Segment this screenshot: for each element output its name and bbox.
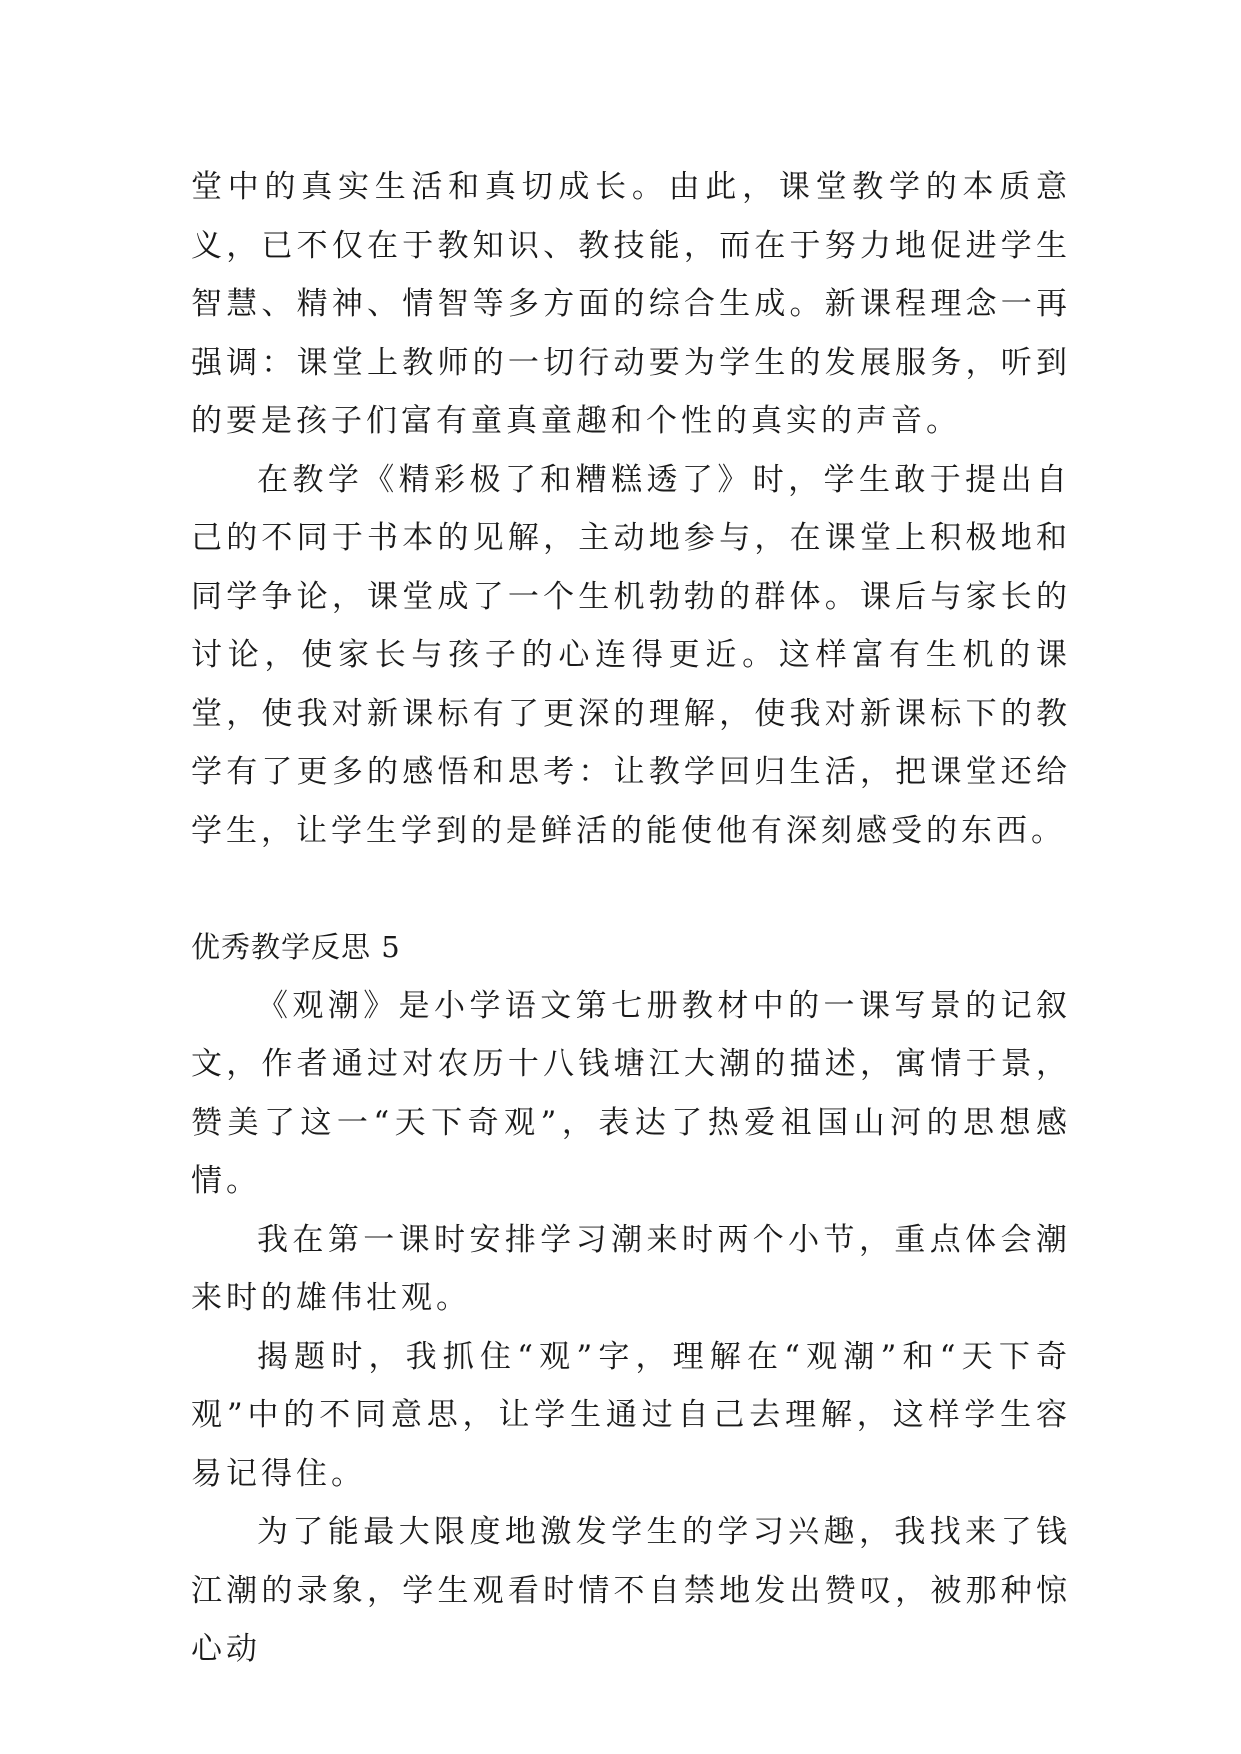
section-heading: 优秀教学反思 5 (191, 930, 401, 964)
paragraph-first-lesson: 我在第一课时安排学习潮来时两个小节，重点体会潮来时的雄伟壮观。 (191, 1221, 1071, 1316)
paragraph-teaching-example: 在教学《精彩极了和糟糕透了》时，学生敢于提出自己的不同于书本的见解，主动地参与，在课堂上积极地和同学争论，课堂成了一个生机勃勃的群体。课后与家长的讨论，使家长与孩子的心连得更近。这样富有生机的课堂，使我对新课标有了更深的理解，使我对新课标下的教学有了更多的感悟和思考：让教学回归生活，把课堂还给学生，让学生学到的是鲜活的能使他有深刻感受的东西。 (191, 461, 1071, 849)
paragraph-continued: 堂中的真实生活和真切成长。由此，课堂教学的本质意义，已不仅在于教知识、教技能，而在于努力地促进学生智慧、精神、情智等多方面的综合生成。新课程理念一再强调：课堂上教师的一切行动要为学生的发展服务，听到的要是孩子们富有童真童趣和个性的真实的声音。 (191, 169, 1071, 439)
section-spacer (191, 860, 1071, 918)
document-body (191, 158, 1071, 1679)
paragraph-video: 为了能最大限度地激发学生的学习兴趣，我找来了钱江潮的录象，学生观看时情不自禁地发出赞叹，被那种惊心动 (191, 1514, 1071, 1667)
paragraph-topic-reveal: 揭题时，我抓住“观”字，理解在“观潮”和“天下奇观”中的不同意思，让学生通过自己去理解，这样学生容易记得住。 (191, 1338, 1071, 1492)
paragraph-intro: 《观潮》是小学语文第七册教材中的一课写景的记叙文，作者通过对农历十八钱塘江大潮的描述，寓情于景，赞美了这一“天下奇观”，表达了热爱祖国山河的思想感情。 (191, 987, 1071, 1199)
